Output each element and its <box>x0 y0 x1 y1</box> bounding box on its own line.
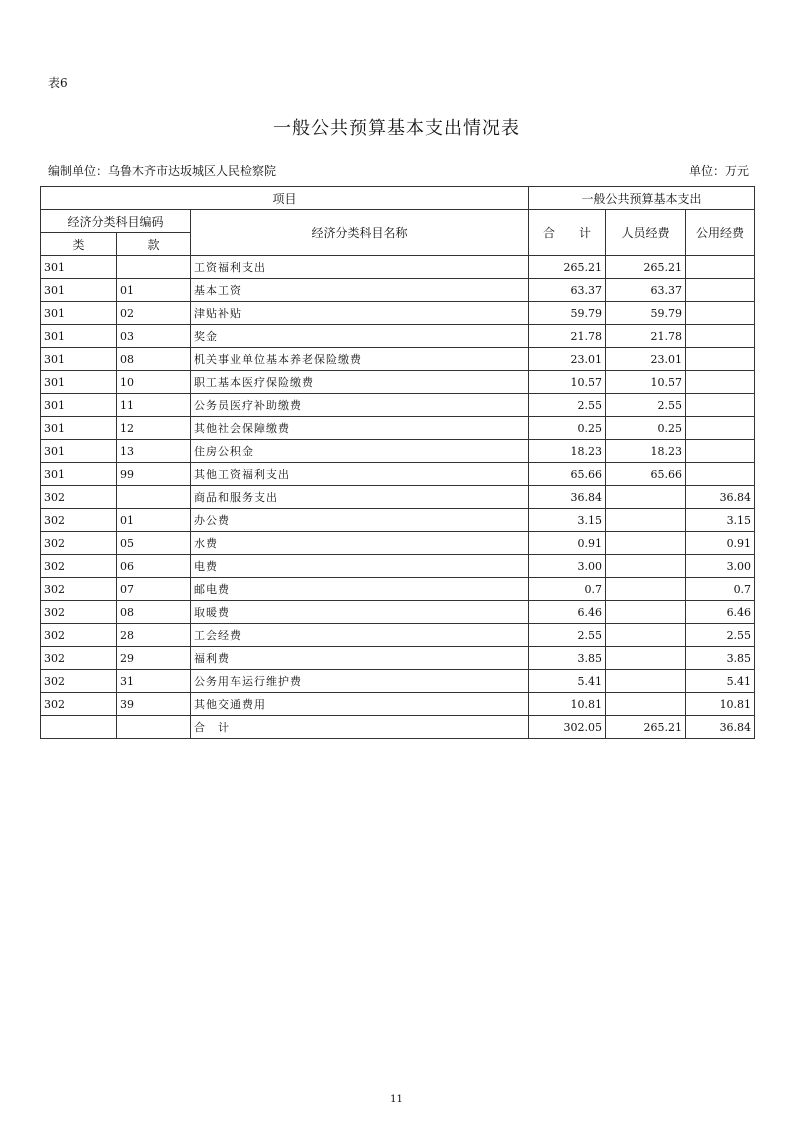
item-code-cell: 08 <box>117 601 191 624</box>
econ-name-cell: 商品和服务支出 <box>191 486 529 509</box>
class-code-cell: 301 <box>41 463 117 486</box>
total-cell: 65.66 <box>529 463 606 486</box>
personnel-cell: 63.37 <box>606 279 686 302</box>
item-code-cell: 12 <box>117 417 191 440</box>
total-cell: 3.15 <box>529 509 606 532</box>
class-code-cell: 301 <box>41 440 117 463</box>
public-cell <box>686 348 755 371</box>
personnel-cell <box>606 532 686 555</box>
table-row <box>41 463 755 486</box>
class-code-cell: 302 <box>41 486 117 509</box>
total-cell: 18.23 <box>529 440 606 463</box>
total-cell: 10.57 <box>529 371 606 394</box>
personnel-cell <box>606 647 686 670</box>
public-cell <box>686 417 755 440</box>
class-code-cell: 302 <box>41 578 117 601</box>
table-row <box>41 417 755 440</box>
total-cell: 6.46 <box>529 601 606 624</box>
total-cell: 265.21 <box>529 256 606 279</box>
table-body <box>41 256 755 716</box>
class-code-cell: 302 <box>41 647 117 670</box>
table-row <box>41 394 755 417</box>
total-cell: 0.91 <box>529 532 606 555</box>
personnel-cell: 0.25 <box>606 417 686 440</box>
item-code-cell: 28 <box>117 624 191 647</box>
econ-name-cell: 机关事业单位基本养老保险缴费 <box>191 348 529 371</box>
table-row <box>41 670 755 693</box>
item-code-cell: 39 <box>117 693 191 716</box>
personnel-cell <box>606 509 686 532</box>
total-cell: 2.55 <box>529 624 606 647</box>
page-title: 一般公共预算基本支出情况表 <box>273 118 520 139</box>
econ-name-cell: 基本工资 <box>191 279 529 302</box>
econ-name-cell: 其他社会保障缴费 <box>191 417 529 440</box>
total-personnel: 265.21 <box>606 716 686 739</box>
table-row <box>41 279 755 302</box>
unit-label: 单位：万元 <box>688 164 749 178</box>
public-cell: 36.84 <box>686 486 755 509</box>
econ-name-cell: 奖金 <box>191 325 529 348</box>
table-row <box>41 371 755 394</box>
public-cell: 3.85 <box>686 647 755 670</box>
econ-name-cell: 福利费 <box>191 647 529 670</box>
table-row <box>41 509 755 532</box>
total-cell: 10.81 <box>529 693 606 716</box>
econ-name-cell: 工会经费 <box>191 624 529 647</box>
item-code-cell: 13 <box>117 440 191 463</box>
public-cell <box>686 256 755 279</box>
class-code-cell: 301 <box>41 371 117 394</box>
personnel-cell: 23.01 <box>606 348 686 371</box>
personnel-cell: 18.23 <box>606 440 686 463</box>
econ-name-cell: 取暖费 <box>191 601 529 624</box>
header-project: 项目 <box>41 187 529 210</box>
item-code-cell: 05 <box>117 532 191 555</box>
class-code-cell: 302 <box>41 532 117 555</box>
total-cell: 0.7 <box>529 578 606 601</box>
page-number: 11 <box>390 1094 403 1105</box>
class-code-cell: 301 <box>41 302 117 325</box>
econ-name-cell: 电费 <box>191 555 529 578</box>
header-public: 公用经费 <box>686 210 755 256</box>
class-code-cell: 301 <box>41 417 117 440</box>
total-cell: 3.00 <box>529 555 606 578</box>
econ-name-cell: 水费 <box>191 532 529 555</box>
personnel-cell: 65.66 <box>606 463 686 486</box>
personnel-cell: 21.78 <box>606 325 686 348</box>
item-code-cell: 07 <box>117 578 191 601</box>
table-row <box>41 693 755 716</box>
class-code-cell: 302 <box>41 624 117 647</box>
total-cell: 3.85 <box>529 647 606 670</box>
header-econ-name: 经济分类科目名称 <box>191 210 529 256</box>
table-row <box>41 578 755 601</box>
table-row <box>41 532 755 555</box>
total-amount: 302.05 <box>529 716 606 739</box>
personnel-cell: 59.79 <box>606 302 686 325</box>
total-cell: 2.55 <box>529 394 606 417</box>
table-row <box>41 601 755 624</box>
public-cell: 5.41 <box>686 670 755 693</box>
total-public: 36.84 <box>686 716 755 739</box>
econ-name-cell: 职工基本医疗保险缴费 <box>191 371 529 394</box>
table-row <box>41 624 755 647</box>
class-code-cell: 301 <box>41 279 117 302</box>
item-code-cell: 31 <box>117 670 191 693</box>
public-cell <box>686 279 755 302</box>
public-cell: 2.55 <box>686 624 755 647</box>
public-cell <box>686 325 755 348</box>
item-code-cell: 08 <box>117 348 191 371</box>
personnel-cell <box>606 693 686 716</box>
personnel-cell: 265.21 <box>606 256 686 279</box>
econ-name-cell: 津贴补贴 <box>191 302 529 325</box>
total-cell: 63.37 <box>529 279 606 302</box>
prepared-by: 编制单位：乌鲁木齐市达坂城区人民检察院 <box>48 164 277 178</box>
table-row <box>41 325 755 348</box>
public-cell: 0.91 <box>686 532 755 555</box>
total-item-cell <box>117 716 191 739</box>
class-code-cell: 301 <box>41 394 117 417</box>
class-code-cell: 301 <box>41 348 117 371</box>
total-class-cell <box>41 716 117 739</box>
header-class: 类 <box>41 233 117 256</box>
public-cell <box>686 302 755 325</box>
public-cell <box>686 371 755 394</box>
total-cell: 0.25 <box>529 417 606 440</box>
total-cell: 59.79 <box>529 302 606 325</box>
econ-name-cell: 邮电费 <box>191 578 529 601</box>
item-code-cell <box>117 486 191 509</box>
table-row <box>41 440 755 463</box>
table-row <box>41 486 755 509</box>
personnel-cell <box>606 486 686 509</box>
item-code-cell <box>117 256 191 279</box>
item-code-cell: 99 <box>117 463 191 486</box>
total-cell: 36.84 <box>529 486 606 509</box>
item-code-cell: 11 <box>117 394 191 417</box>
table-row <box>41 256 755 279</box>
public-cell: 3.00 <box>686 555 755 578</box>
public-cell: 3.15 <box>686 509 755 532</box>
total-label: 合 计 <box>191 716 529 739</box>
class-code-cell: 302 <box>41 555 117 578</box>
public-cell <box>686 463 755 486</box>
total-cell: 23.01 <box>529 348 606 371</box>
item-code-cell: 03 <box>117 325 191 348</box>
table-number: 表6 <box>48 76 68 90</box>
item-code-cell: 29 <box>117 647 191 670</box>
econ-name-cell: 办公费 <box>191 509 529 532</box>
personnel-cell <box>606 670 686 693</box>
header-personnel: 人员经费 <box>606 210 686 256</box>
class-code-cell: 301 <box>41 325 117 348</box>
personnel-cell <box>606 624 686 647</box>
total-cell: 21.78 <box>529 325 606 348</box>
table-row <box>41 647 755 670</box>
class-code-cell: 302 <box>41 601 117 624</box>
table-row <box>41 555 755 578</box>
table-row <box>41 302 755 325</box>
header-total: 合 计 <box>529 210 606 256</box>
econ-name-cell: 住房公积金 <box>191 440 529 463</box>
item-code-cell: 01 <box>117 279 191 302</box>
item-code-cell: 06 <box>117 555 191 578</box>
item-code-cell: 02 <box>117 302 191 325</box>
item-code-cell: 01 <box>117 509 191 532</box>
header-item: 款 <box>117 233 191 256</box>
class-code-cell: 302 <box>41 509 117 532</box>
total-cell: 5.41 <box>529 670 606 693</box>
header-econ-code: 经济分类科目编码 <box>41 210 191 233</box>
class-code-cell: 302 <box>41 693 117 716</box>
public-cell: 0.7 <box>686 578 755 601</box>
personnel-cell <box>606 578 686 601</box>
econ-name-cell: 工资福利支出 <box>191 256 529 279</box>
personnel-cell: 10.57 <box>606 371 686 394</box>
personnel-cell <box>606 601 686 624</box>
public-cell: 10.81 <box>686 693 755 716</box>
budget-table <box>40 186 755 739</box>
econ-name-cell: 其他工资福利支出 <box>191 463 529 486</box>
public-cell <box>686 440 755 463</box>
table-row <box>41 348 755 371</box>
econ-name-cell: 公务用车运行维护费 <box>191 670 529 693</box>
public-cell: 6.46 <box>686 601 755 624</box>
item-code-cell: 10 <box>117 371 191 394</box>
personnel-cell: 2.55 <box>606 394 686 417</box>
class-code-cell: 302 <box>41 670 117 693</box>
personnel-cell <box>606 555 686 578</box>
econ-name-cell: 其他交通费用 <box>191 693 529 716</box>
econ-name-cell: 公务员医疗补助缴费 <box>191 394 529 417</box>
class-code-cell: 301 <box>41 256 117 279</box>
total-row <box>41 716 755 739</box>
public-cell <box>686 394 755 417</box>
header-basic-expense: 一般公共预算基本支出 <box>529 187 755 210</box>
